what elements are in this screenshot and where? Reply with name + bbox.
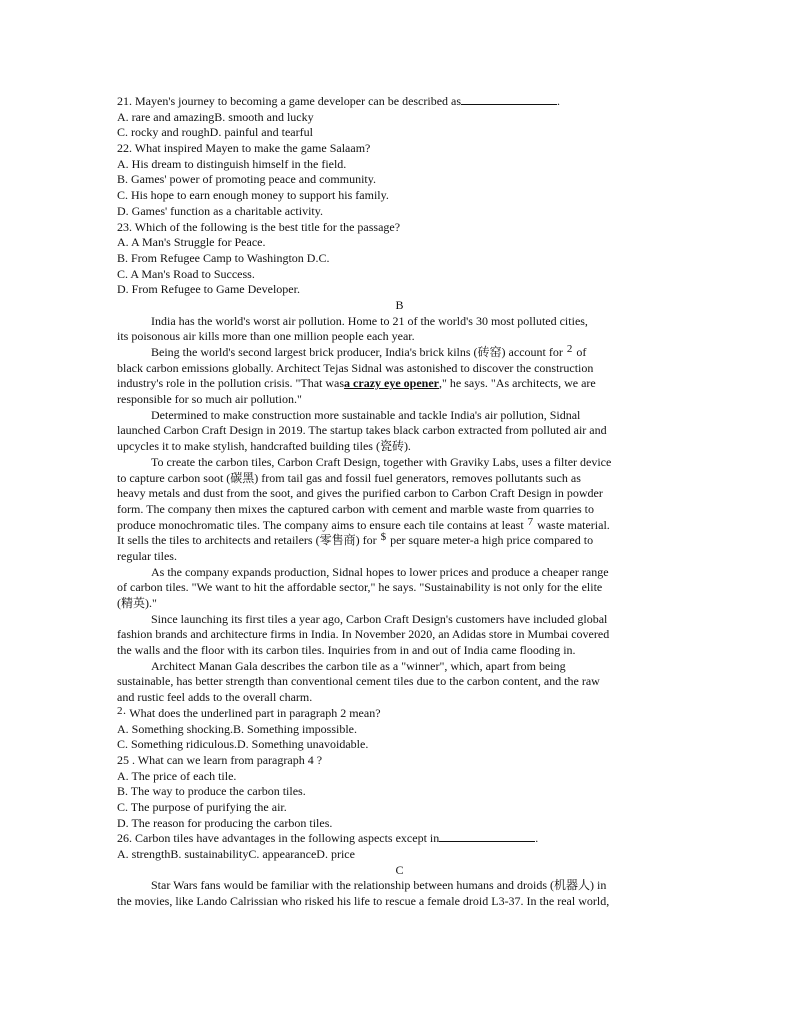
q25-stem: 25 . What can we learn from paragraph 4 ? — [117, 752, 323, 767]
p4-line6-text: It sells the tiles to architects and retailers (零售商) for — [117, 533, 377, 548]
p4-number: 7 — [527, 515, 534, 528]
underlined-phrase: a crazy eye opener — [344, 376, 440, 391]
passage-b-p6-line: the walls and the floor with its carbon tiles. Inquiries from in and out of India came flooding in. — [117, 643, 576, 658]
document-content — [117, 94, 682, 910]
p2-line1-end: of — [576, 345, 587, 359]
q21-options-cd: C. rocky and roughD. painful and tearful — [117, 125, 313, 140]
q21-stem-end: . — [557, 94, 561, 108]
p2-line3-text: industry's role in the pollution crisis. "That was — [117, 376, 345, 391]
p4-dollar-sign: $ — [380, 531, 387, 544]
section-b-heading: B — [395, 297, 404, 312]
q22-option-a: A. His dream to distinguish himself in the field. — [117, 156, 347, 171]
p4-line6-end: per square meter-a high price compared to — [390, 533, 594, 548]
q21-stem-text: 21. Mayen's journey to becoming a game developer can be described as — [117, 94, 462, 108]
passage-b-p4-line: regular tiles. — [117, 548, 177, 563]
passage-b-p3-line: upcycles it to make stylish, handcrafted building tiles (瓷砖). — [117, 439, 411, 454]
q24-options-ab: A. Something shocking.B. Something impossible. — [117, 721, 358, 736]
answer-blank — [461, 94, 557, 105]
passage-b-p2-line: responsible for so much air pollution." — [117, 392, 302, 407]
q23-option-d: D. From Refugee to Game Developer. — [117, 282, 300, 297]
q25-option-a: A. The price of each tile. — [117, 768, 237, 783]
q26-options: A. strengthB. sustainabilityC. appearanceD. price — [117, 847, 355, 861]
p4-line5-text: produce monochromatic tiles. The company aims to ensure each tile contains at least — [117, 517, 524, 532]
passage-b-p1-line: India has the world's worst air pollution. Home to 21 of the world's 30 most polluted cities, — [151, 313, 588, 328]
q25-option-d: D. The reason for producing the carbon tiles. — [117, 815, 333, 830]
q24-stem-text: What does the underlined part in paragraph 2 mean? — [129, 705, 381, 720]
q24-options-cd: C. Something ridiculous.D. Something unavoidable. — [117, 737, 369, 752]
q26-stem-text: 26. Carbon tiles have advantages in the following aspects except in — [117, 831, 440, 846]
q25-option-c: C. The purpose of purifying the air. — [117, 799, 287, 814]
passage-c-p1-line: Star Wars fans would be familiar with the relationship between humans and droids (机器人) in — [151, 878, 607, 893]
p2-line1-text: Being the world's second largest brick producer, India's brick kilns (砖窑) account for — [151, 345, 563, 359]
answer-blank — [439, 831, 535, 842]
passage-b-p4-line — [117, 533, 682, 549]
passage-b-p6-line: fashion brands and architecture firms in India. In November 2020, an Adidas store in Mumbai covered — [117, 627, 610, 642]
passage-b-p1-line: its poisonous air kills more than one million people each year. — [117, 329, 415, 344]
passage-b-p3-line: launched Carbon Craft Design in 2019. The startup takes black carbon extracted from polluted air and — [117, 423, 607, 438]
passage-b-p4-line: form. The company then mixes the captured carbon with cement and marble waste from quarries to — [117, 501, 594, 516]
passage-b-p2-line: black carbon emissions globally. Architect Tejas Sidnal was astonished to discover the construction — [117, 360, 594, 375]
passage-b-p5-line: (精英)." — [117, 596, 157, 610]
passage-b-p2-line — [117, 345, 682, 361]
passage-b-p4-line — [117, 515, 682, 534]
q23-stem: 23. Which of the following is the best title for the passage? — [117, 219, 401, 234]
q22-stem: 22. What inspired Mayen to make the game Salaam? — [117, 141, 371, 156]
q26-stem — [117, 831, 682, 847]
passage-b-p6-line: Since launching its first tiles a year ago, Carbon Craft Design's customers have included global — [151, 611, 608, 626]
passage-b-p3-line: Determined to make construction more sustainable and tackle India's air pollution, Sidnal — [151, 407, 581, 422]
q24-number: 2 — [117, 704, 123, 717]
passage-b-p7-line: Architect Manan Gala describes the carbon tile as a "winner", which, apart from being — [151, 658, 566, 673]
q23-option-c: C. A Man's Road to Success. — [117, 266, 255, 281]
passage-c-p1-line: the movies, like Lando Calrissian who risked his life to rescue a female droid L3-37. In the real world, — [117, 894, 610, 909]
passage-b-p2-line — [117, 376, 682, 392]
passage-b-p4-line: To create the carbon tiles, Carbon Craft Design, together with Gravikу Labs, uses a filter device — [151, 454, 612, 469]
q25-option-b: B. The way to produce the carbon tiles. — [117, 784, 306, 799]
passage-b-p4-line: heavy metals and dust from the soot, and gives the purified carbon to Carbon Craft Design in powder — [117, 486, 603, 501]
q22-option-d: D. Games' function as a charitable activity. — [117, 203, 323, 218]
q21-stem — [117, 94, 682, 110]
q24-stem: 2· What does the underlined part in paragraph 2 mean? — [117, 704, 381, 720]
p2-number: 2 — [566, 343, 573, 355]
passage-b-p4-line: to capture carbon soot (碳黑) from tail gas and fossil fuel generators, removes pollutants such as — [117, 470, 581, 485]
q26-stem-end: . — [535, 831, 539, 846]
passage-b-p7-line: and rustic feel adds to the overall charm. — [117, 690, 313, 705]
section-c-heading: C — [395, 862, 404, 877]
q21-options-ab: A. rare and amazingB. smooth and lucky — [117, 109, 314, 124]
p2-line3-end: ," he says. "As architects, we are — [439, 376, 596, 391]
q23-option-a: A. A Man's Struggle for Peace. — [117, 235, 266, 250]
q22-option-c: C. His hope to earn enough money to support his family. — [117, 188, 389, 203]
q22-option-b: B. Games' power of promoting peace and community. — [117, 172, 376, 187]
q23-option-b: B. From Refugee Camp to Washington D.C. — [117, 250, 330, 265]
p4-line5-end: waste material. — [537, 517, 610, 532]
passage-b-p5-line: of carbon tiles. "We want to hit the affordable sector," he says. "Sustainability is not only for the elite — [117, 580, 603, 595]
passage-b-p5-line: As the company expands production, Sidnal hopes to lower prices and produce a cheaper range — [151, 564, 609, 579]
passage-b-p7-line: sustainable, has better strength than conventional cement tiles due to the carbon content, and the raw — [117, 674, 600, 689]
